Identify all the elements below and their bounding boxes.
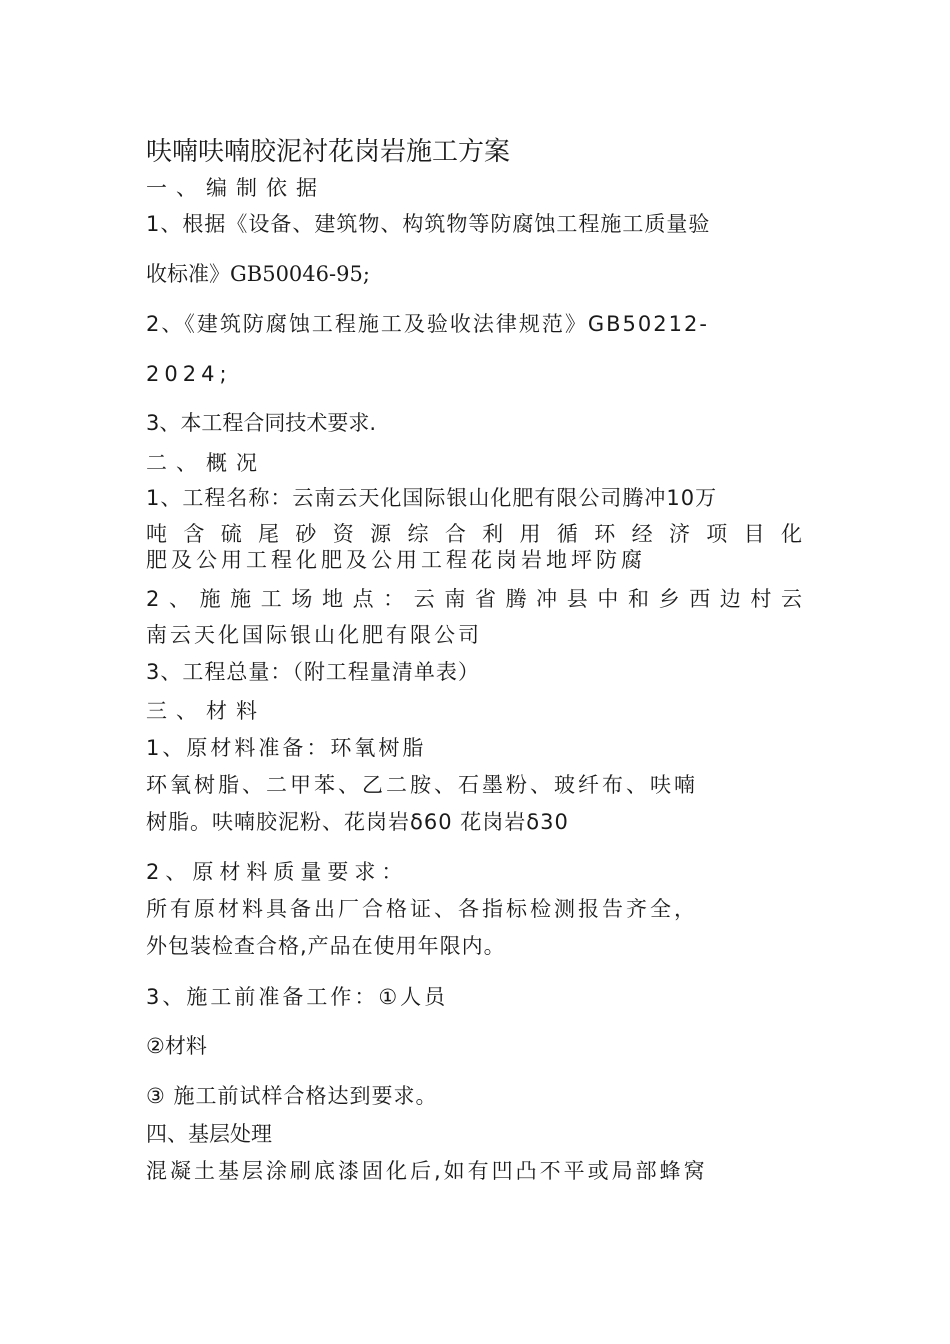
paragraph-line: 外包装检查合格,产品在使用年限内。 [146, 934, 506, 958]
section-heading-overview: 二、概况 [146, 451, 266, 475]
paragraph-line: 肥及公用工程化肥及公用工程花岗岩地坪防腐 [146, 548, 646, 572]
paragraph-line: 2024; [146, 362, 232, 386]
document-title: 呋喃呋喃胶泥衬花岗岩施工方案 [146, 137, 511, 167]
paragraph-line: 3、本工程合同技术要求. [146, 411, 377, 435]
paragraph-line: ②材料 [146, 1034, 207, 1058]
section-heading-base-treatment: 四、基层处理 [146, 1122, 272, 1146]
paragraph-line: ③ 施工前试样合格达到要求。 [146, 1084, 438, 1108]
paragraph-line: 1、原材料准备：环氧树脂 [146, 736, 427, 760]
section-heading-basis: 一、编制依据 [146, 176, 326, 200]
paragraph-line: 南云天化国际银山化肥有限公司 [146, 623, 482, 647]
paragraph-line: 吨含硫尾砂资源综合利用循环经济项目化 [146, 522, 806, 546]
paragraph-line: 2、施施工场地点：云南省腾冲县中和乡西边村云 [146, 587, 806, 611]
paragraph-line: 环氧树脂、二甲苯、乙二胺、石墨粉、玻纤布、呋喃 [146, 773, 698, 797]
paragraph-line: 2、《建筑防腐蚀工程施工及验收法律规范》GB50212- [146, 312, 709, 336]
paragraph-line: 所有原材料具备出厂合格证、各指标检测报告齐全， [146, 897, 698, 921]
paragraph-line: 1、工程名称：云南云天化国际银山化肥有限公司腾冲10万 [146, 486, 718, 510]
paragraph-line: 1、根据《设备、建筑物、构筑物等防腐蚀工程施工质量验 [146, 212, 711, 236]
paragraph-line: 2、原材料质量要求： [146, 860, 409, 884]
section-heading-materials: 三、材料 [146, 699, 266, 723]
paragraph-line: 混凝土基层涂刷底漆固化后,如有凹凸不平或局部蜂窝 [146, 1159, 708, 1183]
paragraph-line: 收标准》GB50046-95; [146, 262, 370, 286]
paragraph-line: 3、施工前准备工作：①人员 [146, 985, 449, 1009]
paragraph-line: 3、工程总量：（附工程量清单表） [146, 660, 480, 684]
paragraph-line: 树脂。呋喃胶泥粉、花岗岩δ60 花岗岩δ30 [146, 810, 569, 834]
